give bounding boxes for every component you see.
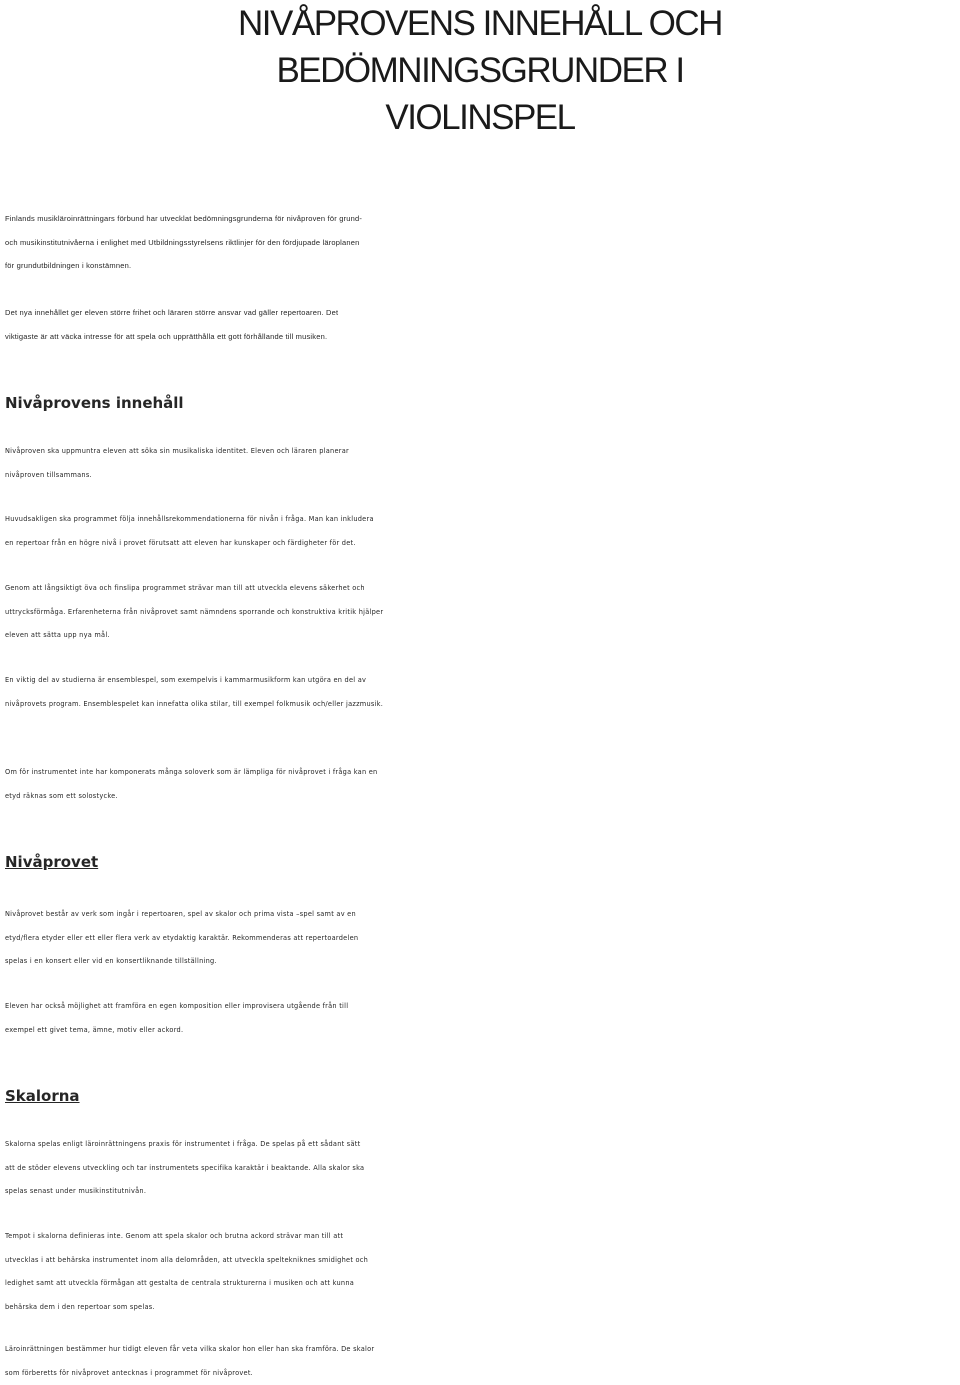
text-line: Finlands musikläroinrättningars förbund har utvecklat bedömningsgrunderna för nivåproven för grund- <box>5 214 363 223</box>
text-line: Genom att långsiktigt öva och finslipa programmet strävar man till att utveckla elevens säkerhet och <box>5 584 365 592</box>
section-heading-nivaprovet: Nivåprovet <box>5 853 99 871</box>
section-heading-nivaprovens-innehall: Nivåprovens innehåll <box>5 394 184 412</box>
section1-paragraph-5 <box>5 761 960 808</box>
text-line: för grundutbildningen i konstämnen. <box>5 261 132 270</box>
title-line-3: VIOLINSPEL <box>385 98 575 137</box>
text-line: eleven att sätta upp nya mål. <box>5 631 110 639</box>
text-line: Det nya innehållet ger eleven större frihet och läraren större ansvar vad gäller repertoaren. Det <box>5 308 339 317</box>
text-line: Huvudsakligen ska programmet följa innehållsrekommendationerna för nivån i fråga. Man kan inkludera <box>5 515 374 523</box>
section3-paragraph-1 <box>5 1133 960 1204</box>
text-line: Nivåproven ska uppmuntra eleven att söka sin musikaliska identitet. Eleven och läraren planerar <box>5 447 349 455</box>
title-line-2: BEDÖMNINGSGRUNDER I <box>276 51 684 90</box>
text-line: Eleven har också möjlighet att framföra en egen komposition eller improvisera utgående från till <box>5 1002 349 1010</box>
text-line: spelas senast under musikinstitutnivån. <box>5 1187 147 1195</box>
text-line: som förberetts för nivåprovet antecknas i programmet för nivåprovet. <box>5 1368 253 1377</box>
section1-paragraph-1 <box>5 440 960 487</box>
section3-paragraph-3 <box>5 1338 960 1385</box>
text-line: Läroinrättningen bestämmer hur tidigt eleven får veta vilka skalor hon eller han ska framföra. De skalor <box>5 1345 375 1353</box>
text-line: En viktig del av studierna är ensemblespel, som exempelvis i kammarmusikform kan utgöra en del av <box>5 676 367 684</box>
text-line: Om för instrumentet inte har komponerats många soloverk som är lämpliga för nivåprovet i fråga kan en <box>5 768 378 776</box>
section3-paragraph-2 <box>5 1225 960 1319</box>
text-line: nivåproven tillsammans. <box>5 470 92 479</box>
section1-paragraph-4 <box>5 669 960 716</box>
section2-paragraph-1 <box>5 903 960 974</box>
section-heading-skalorna: Skalorna <box>5 1087 80 1105</box>
title-line-1: NIVÅPROVENS INNEHÅLL OCH <box>238 4 722 43</box>
text-line: en repertoar från en högre nivå i provet förutsatt att eleven har kunskaper och färdigheter för det. <box>5 538 356 547</box>
section1-paragraph-2 <box>5 508 960 555</box>
text-line: etyd/flera etyder eller ett eller flera verk av etydaktig karaktär. Rekommenderas att repertoardelen <box>5 933 359 942</box>
section2-paragraph-2 <box>5 995 960 1042</box>
text-line: etyd räknas som ett solostycke. <box>5 791 118 800</box>
intro-paragraph-1 <box>5 207 960 278</box>
text-line: uttrycksförmåga. Erfarenheterna från nivåprovet samt nämndens sporrande och konstruktiva kritik hjälper <box>5 607 384 616</box>
text-line: Nivåprovet består av verk som ingår i repertoaren, spel av skalor och prima vista –spel samt av en <box>5 910 356 918</box>
text-line: Tempot i skalorna definieras inte. Genom att spela skalor och brutna ackord strävar man till att <box>5 1232 344 1240</box>
text-line: exempel ett givet tema, ämne, motiv eller ackord. <box>5 1025 184 1034</box>
intro-paragraph-2 <box>5 301 960 348</box>
text-line: att de stöder elevens utveckling och tar instrumentets specifika karaktär i beaktande. Alla skalor ska <box>5 1163 365 1172</box>
text-line: Skalorna spelas enligt läroinrättningens praxis för instrumentet i fråga. De spelas på ett sådant sätt <box>5 1140 361 1148</box>
text-line: och musikinstitutnivåerna i enlighet med Utbildningsstyrelsens riktlinjer för den fördjupade läroplanen <box>5 237 360 247</box>
text-line: viktigaste är att väcka intresse för att spela och upprätthålla ett gott förhållande till musiken. <box>5 331 328 341</box>
text-line: utvecklas i att behärska instrumentet inom alla delområden, att utveckla speltekniknes smidighet och <box>5 1255 369 1264</box>
text-line: behärska dem i den repertoar som spelas. <box>5 1302 155 1311</box>
text-line: nivåprovets program. Ensemblespelet kan innefatta olika stilar, till exempel folkmusik och/eller jazzmusik. <box>5 699 384 708</box>
text-line: spelas i en konsert eller vid en konsertliknande tillställning. <box>5 957 217 965</box>
section1-paragraph-3 <box>5 577 960 648</box>
text-line: ledighet samt att utveckla förmågan att gestalta de centrala strukturerna i musiken och att kunna <box>5 1279 355 1287</box>
